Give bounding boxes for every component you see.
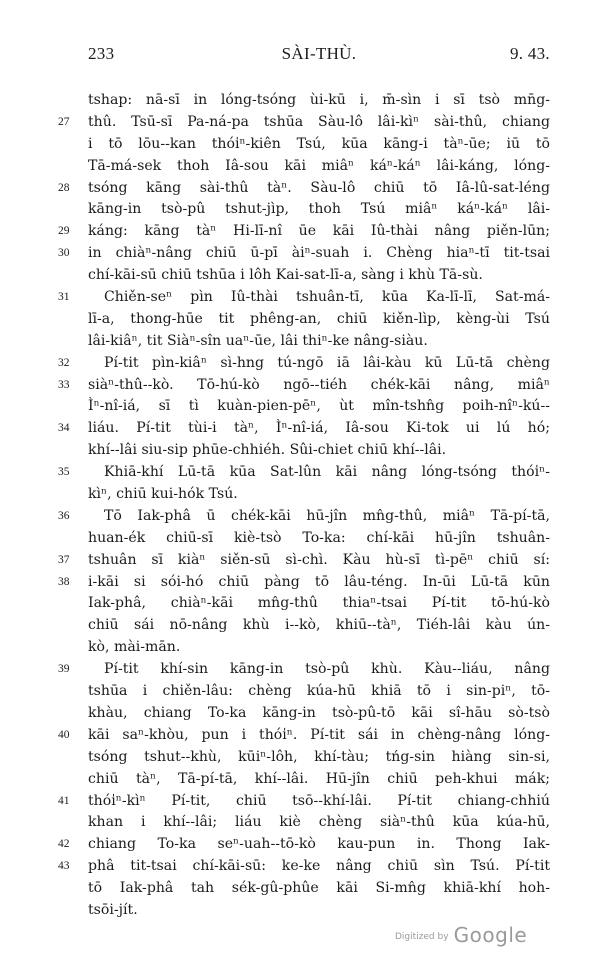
line-text: lī-a, thong-hūe tit phêng-an, chiū kiěn-lìp, kèng-ùi Tsú [88,310,550,327]
line-text: i-kāi si sói-hó chiū pàng tō lâu-téng. In-ūi Lū-tā kūn [88,573,550,590]
text-line [58,462,550,484]
line-text: tshap: nā-sī in lóng-tsóng ùi-kū i, m̄-sìn i sī tsò mn̄g- [88,92,550,108]
text-line [58,221,550,243]
verse-number: 31 [58,291,70,304]
line-text: Iak-phâ, chiàⁿ-kāi mn̂g-thû thiaⁿ-tsai Pí-tit tō-hú-kò [88,595,550,612]
text-line [58,112,550,134]
text-line [58,353,550,375]
line-text: liáu. Pí-tit tùi-i tàⁿ, Ìⁿ-nî-iá, Iâ-sou Ki-tok ui lú hó; [88,420,550,437]
text-line [88,747,550,769]
verse-number: 42 [58,838,70,851]
line-text: Khiā-khí Lū-tā kūa Sat-lûn kāi nâng lóng-tsóng thói̍ⁿ- [104,464,550,481]
line-text: Chiěn-seⁿ pìn Iû-thài tshuân-tī, kūa Ka-lī-lī, Sat-má- [104,289,550,306]
chapter-reference: 9. 43. [509,44,550,63]
line-text: tsōi-jít. [88,901,138,918]
text-line [58,506,550,528]
watermark-digitized-by: Digitized by [395,932,449,942]
digitized-watermark [395,923,527,947]
line-text: kāi saⁿ-khòu, pun i thói̍ⁿ. Pí-tit sái in chèng-nâng lóng- [88,726,550,743]
text-line [88,900,550,922]
line-text: chiū sái nō-nâng khù i--kò, khiū--tàⁿ, Tiéh-lâi kàu ún- [88,617,550,634]
line-text: Tō Iak-phâ ū chék-kāi hū-jîn mn̂g-thû, miâⁿ Tā-pí-tā, [104,507,550,524]
running-header [88,44,550,68]
line-text: thói̍ⁿ-kìⁿ Pí-tit, chiū tsō--khí-lâi. Pí-tit chiang-chhiú [88,792,550,809]
line-text: khan i khí--lâi; liáu kiè chèng siàⁿ-thû kūa kúa-hū, [88,814,550,831]
verse-number: 30 [58,247,70,260]
line-text: Tā-má-sek thoh Iâ-sou kāi miâⁿ káⁿ-káⁿ lâi-káng, lóng- [88,157,550,174]
line-text: khàu, chiang To-ka kāng-in tsò-pû-tō kāi sî-hāu sò-tsò [88,704,550,721]
line-text: huan-ék chiū-sī kiè-tsò To-ka: chí-kāi hū-jîn tshuân- [88,529,550,546]
text-line [88,637,550,659]
text-line [58,659,550,681]
text-line [88,440,550,462]
line-text: i tō lōu--kan thói̍ⁿ-kiên Tsú, kūa kāng-i tàⁿ-ūe; iū tō [88,135,550,152]
line-text: in chiàⁿ-nâng chiū ū-pī àiⁿ-suah i. Chèng hiaⁿ-tī tit-tsai [88,245,550,262]
text-line [88,812,550,834]
text-line [58,375,550,397]
text-line [88,396,550,418]
verse-number: 27 [58,115,70,128]
text-line [58,856,550,878]
text-line [88,309,550,331]
line-text: tshūa i chiěn-lâu: chèng kúa-hū khiā tō i sin-piⁿ, tō- [88,683,550,700]
text-line [88,90,550,112]
text-line [58,572,550,594]
google-logo: Google [453,923,528,947]
line-text: Ìⁿ-nî-iá, sī tì kuàn-pien-pēⁿ, ùt mîn-tshn̂g poih-nîⁿ-kú-- [88,398,550,415]
line-text: káng: kāng tàⁿ Hi-lī-nî ūe kāi Iû-thài nâng piěn-lūn; [88,223,550,240]
line-text: chiū tàⁿ, Tā-pí-tā, khí--lâi. Hū-jîn chiū peh-khui mák; [88,770,550,787]
line-text: phâ tit-tsai chí-kāi-sū: ke-ke nâng chiū sìn Tsú. Pí-tit [88,858,550,875]
line-text: Pí-tit khí-sin kāng-in tsò-pû khù. Kàu--liáu, nâng [104,661,550,678]
line-text: siàⁿ-thû--kò. Tō-hú-kò ngō--tiéh chék-kāi nâng, miâⁿ [88,376,550,393]
text-line [58,418,550,440]
verse-number: 35 [58,466,70,479]
line-text: kāng-in tsò-pû tshut-jìp, thoh Tsú miâⁿ káⁿ-káⁿ lâi- [88,201,550,218]
line-text: Pí-tit pìn-kiâⁿ sì-hng tú-ngō iā lâi-kàu kū Lū-tā chèng [104,354,550,371]
verse-number: 36 [58,509,70,522]
text-line [88,265,550,287]
verse-number: 38 [58,575,70,588]
verse-number: 28 [58,181,70,194]
verse-number: 40 [58,728,70,741]
line-text: thû. Tsū-sī Pa-ná-pa tshūa Sàu-lô lâi-kìⁿ sài-thû, chiang [88,113,550,130]
running-title: SÀI-THÙ. [281,44,357,63]
line-text: kò, mài-mān. [88,639,181,656]
verse-number: 39 [58,663,70,676]
text-line [88,593,550,615]
text-line [88,703,550,725]
text-line [58,287,550,309]
text-line [88,528,550,550]
verse-number: 37 [58,553,70,566]
line-text: lâi-kiâⁿ, tit Siàⁿ-sîn uaⁿ-ūe, lâi thiⁿ-ke nâng-siàu. [88,332,428,349]
verse-number: 34 [58,422,70,435]
line-text: tsóng tshut--khù, kūiⁿ-lôh, khí-tàu; tńg-sin hiàng sin-si, [88,748,550,765]
page-number: 233 [88,44,115,63]
line-text: tshuân sī kiàⁿ siěn-sū sì-chì. Kàu hù-sī tì-pēⁿ chiū sí: [88,551,550,568]
text-line [88,615,550,637]
line-text: chiang To-ka seⁿ-uah--tō-kò kau-pun in. Thong Iak- [88,836,550,853]
text-line [88,484,550,506]
text-line [58,725,550,747]
text-line [58,791,550,813]
verse-number: 43 [58,860,70,873]
line-text: chí-kāi-sū chiū tshūa i lôh Kai-sat-lī-a, sàng i khù Tā-sù. [88,267,483,284]
text-line [58,834,550,856]
text-line [58,243,550,265]
line-text: tsóng kāng sài-thû tàⁿ. Sàu-lô chiū tō Iâ-lû-sat-léng [88,179,550,196]
text-line [88,134,550,156]
text-line [88,769,550,791]
text-body [58,90,550,922]
verse-number: 33 [58,378,70,391]
text-line [88,156,550,178]
text-line [58,178,550,200]
line-text: kìⁿ, chiū kui-hók Tsú. [88,486,238,503]
verse-number: 41 [58,794,70,807]
text-line [88,331,550,353]
line-text: khí--lâi siu-sip phūe-chhiéh. Sûi-chiet chiū khí--lâi. [88,442,447,459]
text-line [88,878,550,900]
verse-number: 32 [58,356,70,369]
line-text: tō Iak-phâ tah sék-gû-phûe kāi Si-mn̂g khiā-khí hoh- [88,880,550,897]
text-line [88,199,550,221]
verse-number: 29 [58,225,70,238]
text-line [58,550,550,572]
text-line [88,681,550,703]
